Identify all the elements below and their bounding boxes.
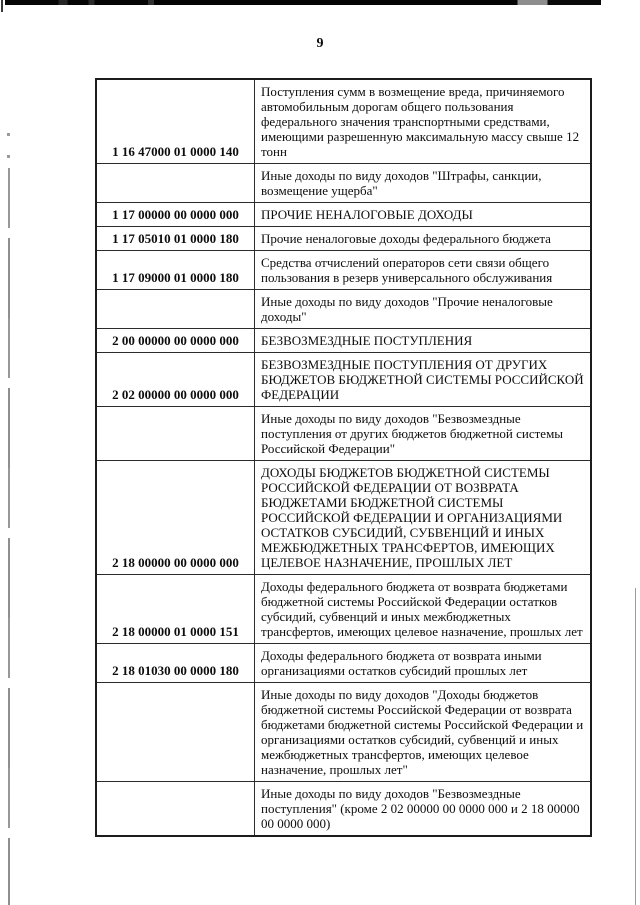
description-cell: Поступления сумм в возмещение вреда, причиняемого автомобильным дорогам общего пользования федерального значения транспортными средствами, имеющими разрешенную максимальную массу свыше 12 тонн	[255, 79, 592, 164]
description-cell: Доходы федерального бюджета от возврата иными организациями остатков субсидий прошлых лет	[255, 644, 592, 683]
scan-artifact-left-dot	[7, 155, 10, 158]
description-cell: Иные доходы по виду доходов "Безвозмездные поступления от других бюджетов бюджетной системы Российской Федерации"	[255, 407, 592, 461]
description-cell: Прочие неналоговые доходы федерального бюджета	[255, 227, 592, 251]
table-row	[96, 683, 591, 782]
table-row	[96, 227, 591, 251]
scan-artifact-top-bar	[5, 0, 601, 5]
scan-artifact-left-dot	[7, 133, 10, 136]
code-cell: 2 02 00000 00 0000 000	[96, 353, 255, 407]
code-cell: 1 17 05010 01 0000 180	[96, 227, 255, 251]
code-cell: 2 18 00000 01 0000 151	[96, 575, 255, 644]
description-cell: ДОХОДЫ БЮДЖЕТОВ БЮДЖЕТНОЙ СИСТЕМЫ РОССИЙСКОЙ ФЕДЕРАЦИИ ОТ ВОЗВРАТА БЮДЖЕТАМИ БЮДЖЕТНОЙ СИСТЕМЫ РОССИЙСКОЙ ФЕДЕРАЦИИ И ОРГАНИЗАЦИЯМИ ОСТАТКОВ СУБСИДИЙ, СУБВЕНЦИЙ И ИНЫХ МЕЖБЮДЖЕТНЫХ ТРАНСФЕРТОВ, ИМЕЮЩИХ ЦЕЛЕВОЕ НАЗНАЧЕНИЕ, ПРОШЛЫХ ЛЕТ	[255, 461, 592, 575]
table-row	[96, 203, 591, 227]
budget-codes-table	[95, 78, 592, 837]
table-row	[96, 644, 591, 683]
code-cell: 2 18 01030 00 0000 180	[96, 644, 255, 683]
table-row	[96, 290, 591, 329]
description-cell: Иные доходы по виду доходов "Штрафы, санкции, возмещение ущерба"	[255, 164, 592, 203]
code-cell: 1 17 09000 01 0000 180	[96, 251, 255, 290]
description-cell: Иные доходы по виду доходов "Прочие неналоговые доходы"	[255, 290, 592, 329]
scan-artifact-left-edge-line	[8, 168, 10, 905]
code-cell: 1 16 47000 01 0000 140	[96, 79, 255, 164]
table-row	[96, 353, 591, 407]
description-cell: Иные доходы по виду доходов "Безвозмездные поступления" (кроме 2 02 00000 00 0000 000 и 2 18 00000 00 0000 000)	[255, 782, 592, 837]
description-cell: Иные доходы по виду доходов "Доходы бюджетов бюджетной системы Российской Федерации от возврата бюджетами бюджетной системы Российской Федерации и организациями остатков субсидий, субвенций и иных межбюджетных трансфертов, имеющих целевое назначение, прошлых лет"	[255, 683, 592, 782]
table-row	[96, 407, 591, 461]
table-row	[96, 251, 591, 290]
code-cell: 2 18 00000 00 0000 000	[96, 461, 255, 575]
table-row	[96, 461, 591, 575]
description-cell: Доходы федерального бюджета от возврата бюджетами бюджетной системы Российской Федерации остатков субсидий, субвенций и иных межбюджетных трансфертов, имеющих целевое назначение, прошлых лет	[255, 575, 592, 644]
description-cell: БЕЗВОЗМЕЗДНЫЕ ПОСТУПЛЕНИЯ	[255, 329, 592, 353]
code-cell	[96, 164, 255, 203]
page-number: 9	[316, 36, 324, 51]
scan-artifact-top-left-dash	[1, 0, 3, 12]
code-cell: 2 00 00000 00 0000 000	[96, 329, 255, 353]
description-cell: БЕЗВОЗМЕЗДНЫЕ ПОСТУПЛЕНИЯ ОТ ДРУГИХ БЮДЖЕТОВ БЮДЖЕТНОЙ СИСТЕМЫ РОССИЙСКОЙ ФЕДЕРАЦИИ	[255, 353, 592, 407]
code-cell	[96, 683, 255, 782]
code-cell: 1 17 00000 00 0000 000	[96, 203, 255, 227]
table-row	[96, 79, 591, 164]
code-cell	[96, 290, 255, 329]
budget-codes-table-container	[95, 78, 592, 837]
table-row	[96, 575, 591, 644]
code-cell	[96, 782, 255, 837]
table-row	[96, 164, 591, 203]
description-cell: Средства отчислений операторов сети связи общего пользования в резерв универсального обслуживания	[255, 251, 592, 290]
codes-table-body	[96, 79, 591, 836]
table-row	[96, 329, 591, 353]
description-cell: ПРОЧИЕ НЕНАЛОГОВЫЕ ДОХОДЫ	[255, 203, 592, 227]
table-row	[96, 782, 591, 837]
scan-artifact-right-edge-line	[635, 588, 636, 905]
code-cell	[96, 407, 255, 461]
